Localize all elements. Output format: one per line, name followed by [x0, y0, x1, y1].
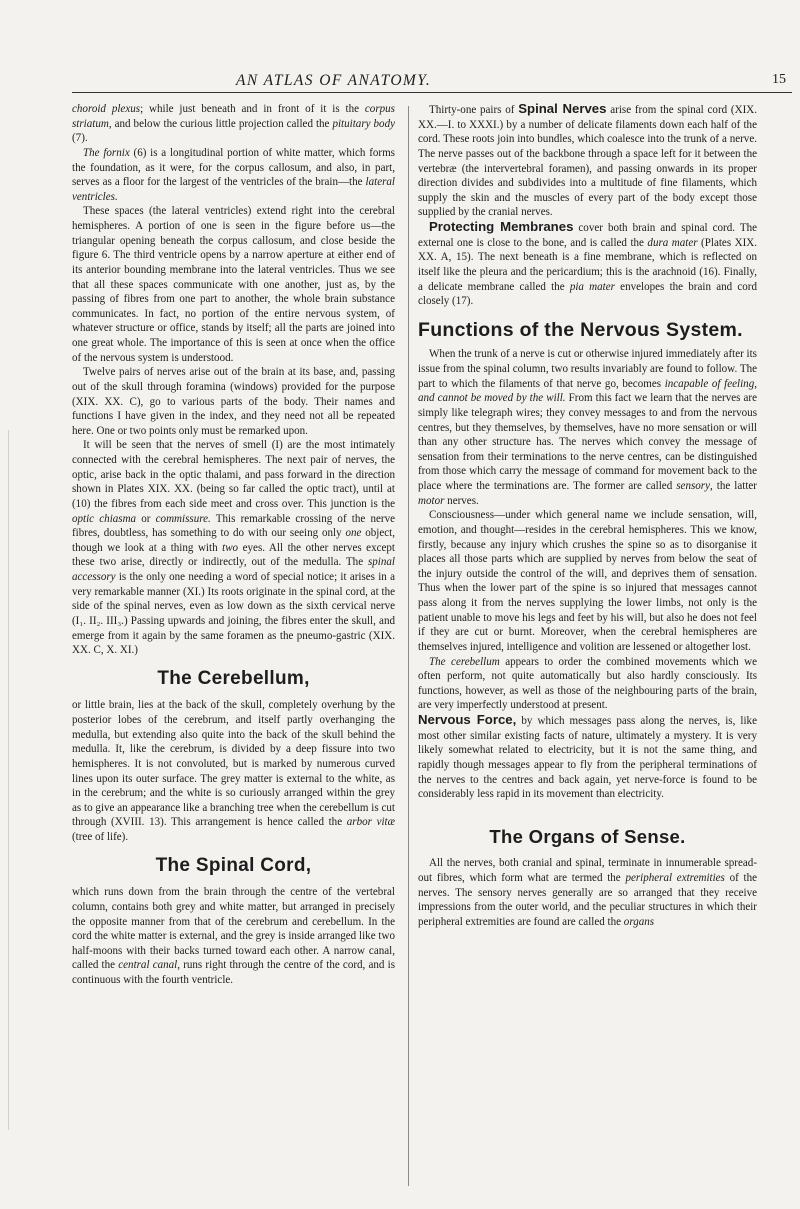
italic-term: one — [345, 527, 362, 540]
section-heading-organs-of-sense: The Organs of Sense. — [489, 825, 686, 847]
text-run: nerves. — [444, 494, 479, 507]
inline-heading-nervous-force: Nervous Force, — [418, 712, 517, 727]
text-run: eyes. All the other nerves except these two arise, directly or indirectly, out of the medulla. The — [72, 541, 395, 569]
section-heading-cerebellum: The Cerebellum, — [157, 667, 310, 689]
italic-term: organs — [623, 915, 655, 928]
text-run: , runs right through the centre of the cord, and is continuous with the fourth ventricle. — [72, 959, 395, 986]
text-run: is the only one needing a word of special notice; it arises in a very remarkable manner (XI.) Its roots originate in the spinal cord, at the side of the spinal nerves, even as low down as the sixth cervical nerve (I₁. II₂. III₃.) Passing upwards and joining, the fibres enter the skull, and emerge from it again by the same foramen as the pneumo-gastric (XIX. XX. C, X. XI.) — [72, 571, 395, 657]
italic-term: commissure. — [155, 512, 211, 525]
paragraph — [418, 347, 757, 508]
text-run: When the trunk of a nerve is cut or otherwise injured immediately after its issue from the spinal column, two results invariably are found to follow. The part to which the filaments of that nerve go, becomes — [418, 348, 757, 390]
paragraph — [418, 856, 757, 929]
text-run: (7). — [72, 132, 88, 145]
paragraph — [72, 102, 395, 146]
italic-term: central canal — [118, 959, 178, 972]
text-run: (tree of life). — [72, 831, 129, 843]
text-run: , and below the curious little projection called the — [108, 117, 333, 130]
italic-term: The fornix — [83, 146, 130, 159]
page-number: 15 — [772, 72, 786, 87]
paragraph — [72, 698, 395, 844]
page-edge-shadow — [0, 430, 9, 1130]
italic-term: peripheral extremities — [625, 872, 725, 884]
left-column — [72, 102, 395, 988]
text-run: (Plates XIX. XX. A, 15). The next beneath is a fine membrane, which is reflected on itself like the pleura and the pericardium; this is the arachnoid (16). Finally, a delicate membrane called the — [418, 236, 757, 293]
text-run: (6) is a longitudinal portion of white matter, which forms the foundation, as it were, for the corpus callosum, and also, in part, serves as a floor for the largest of the ventricles of the brain—the — [72, 146, 395, 189]
paragraph — [418, 655, 757, 714]
text-run: Thirty-one pairs of — [429, 104, 519, 116]
header-rule — [72, 92, 792, 93]
text-run: , the latter — [710, 480, 757, 492]
paragraph — [72, 885, 395, 987]
running-head — [0, 72, 800, 92]
text-run: It will be seen that the nerves of smell (I) are the most intimately connected with the cerebral hemispheres. The next pair of nerves, the optic, arise back in the optic thalami, and pass forward in the direction shown in Plates XIX. XX. (being so far called the optic tract), until at (10) the fibres from each side meet and cross over. This junction is the — [72, 439, 395, 510]
italic-term: motor — [418, 494, 445, 507]
text-run: which runs down from the brain through the centre of the vertebral column, contains both grey and white matter, but arranged in precisely the opposite manner from that of the cerebrum and cerebellum. In the cord the white matter is external, and the grey is inside arranged like two half-moons with their backs turned toward each other. A narrow canal, called the — [72, 886, 395, 972]
paragraph: Twelve pairs of nerves arise out of the brain at its base, and, passing out of the skull through foramina (windows) provided for the purpose (XIX. XX. C), go to various parts of the body. Their names and functions I have given in the index, and they need not all be repeated here. One or two points only must be remarked upon. — [72, 366, 395, 437]
text-run: All the nerves, both cranial and spinal, terminate in innumerable spread-out fibres, which form what are termed the — [418, 857, 757, 884]
italic-term: arbor vitæ — [346, 816, 395, 829]
text-run: object, though we look at a thing with — [72, 527, 396, 554]
italic-term: choroid plexus — [72, 103, 141, 115]
text-run: From this fact we learn that the nerves are simply like telegraph wires; they convey messages to and from the nervous centres, but they themselves, by themselves, have no more sensation or will than any other structure has. The nerves which convey the message of sensation from their terminations to the nerve centres, can be distinguished from those which carry the message of command for movement back to the place where the terminations are. The former are called — [418, 392, 757, 492]
italic-term: incapable of feeling, and cannot be moved by the will. — [418, 377, 757, 405]
section-heading-spinal-cord: The Spinal Cord, — [155, 854, 312, 876]
italic-term: pia mater — [569, 280, 615, 293]
text-run: of the nerves. The sensory nerves generally are so arranged that they receive impressions from the outer world, and the peculiar structures in which their peripheral extremities are found are called the — [418, 872, 758, 928]
italic-term: optic chiasma — [72, 512, 137, 525]
paragraph — [72, 438, 395, 657]
text-run: by which messages pass along the nerves, is, like most other similar existing facts of nature, ultimately a mystery. It is very likely somewhat related to electricity, but it is not the same thing, and rapidly though messages appear to fly from the peripheral terminations of the nerves to the centres and back again, yet nerve-force is found to be considerably less rapid in its movement than electricity. — [418, 715, 757, 801]
text-run: appears to order the combined movements which we often perform, not quite automatically but also hardly consciously. Its functions, however, as well as those of the neighbouring parts of the brain, are very imperfectly understood at present. — [418, 655, 758, 712]
paragraph: Consciousness—under which general name we include sensation, will, emotion, and thought—resides in the cerebral hemispheres. This we know, firstly, because any injury which crushes the spine so as to disorganise it places all those parts which are supplied by nerves from below the seat of the injury outside the control of the will, and deprives them of sensation. Thus when the lower part of the spine is so injured that messages cannot pass along it from the nerves supplying the lower limbs, not only is the patient unable to move his legs and feet by his will, but also he does not feel if they are cut or burnt. Moreover, when the cerebral hemispheres are themselves injured, intelligence and volition are lessened or altogether lost. — [418, 509, 757, 653]
italic-term: corpus striatum — [72, 103, 395, 130]
right-column — [418, 102, 757, 930]
text-run: This remarkable crossing of the nerve fibres, doubtless, has something to do with our seeing only — [72, 512, 396, 540]
paragraph — [418, 713, 757, 802]
italic-term: dura mater — [647, 236, 698, 249]
text-run: arise from the spinal cord (XIX. XX.—I. to XXXI.) by a number of delicate filaments down each half of the cord. These roots join into bundles, which coalesce into the trunk of a nerve. The nerve passes out of the backbone through a space left for it between the vertebræ (the intervertebral foramen), and passing onwards in its proper direction divides and subdivides into a multitude of fine filaments, which supply the skin and the muscles of every part of the body except those supplied by the cranial nerves. — [418, 104, 757, 219]
italic-term: spinal accessory — [72, 556, 395, 583]
italic-term: lateral ventricles. — [72, 176, 395, 203]
italic-term: pituitary body — [332, 117, 395, 130]
text-run: or little brain, lies at the back of the skull, completely overhung by the posterior lobes of the cerebrum, and itself partly overhanging the medulla, but extending also quite into the back of the skull behind the medulla. It, like the cerebrum, is divided by a deep fissure into two hemispheres. It is not convoluted, but is marked by numerous curved lines upon its outer surface. The grey matter is external to the white, as in the cerebrum; and the white is so curiously arranged within the grey as to give an appearance like a branching tree when the cerebellum is cut through (XVIII. 13). This arrangement is hence called the — [72, 699, 395, 829]
text-run: envelopes the brain and cord closely (17). — [418, 280, 757, 308]
paragraph: These spaces (the lateral ventricles) extend right into the cerebral hemispheres. A portion of one is seen in the figure before us—the triangular opening beneath the corpus callosum, and close beside the figure 6. The third ventricle opens by a narrow aperture at either end of its anterior bounding membrane into the lateral ventricles. Thus we see that all these spaces communicate with one another, just as, by the passing of fibres from one part to another, the whole brain substance communicates. In fact, no portion of the entire nervous system, of whatever structure or office, stands by itself; all the parts are joined into one great whole. The importance of this is seen at once when the office of the nervous system is understood. — [72, 205, 395, 364]
section-heading-functions: Functions of the Nervous System. — [418, 318, 743, 341]
text-run: or — [136, 512, 156, 525]
italic-term: sensory — [676, 480, 711, 492]
running-title: AN ATLAS OF ANATOMY. — [236, 72, 432, 89]
text-run: ; while just beneath and in front of it is the — [140, 103, 365, 115]
paragraph — [72, 146, 395, 205]
italic-term: two — [222, 541, 239, 554]
inline-heading-membranes: Protecting Membranes — [429, 219, 574, 234]
column-divider — [408, 106, 409, 1186]
text-run: cover both brain and spinal cord. The external one is close to the bone, and is called the — [418, 222, 757, 249]
italic-term: The cerebellum — [429, 655, 500, 668]
paragraph — [418, 220, 757, 309]
inline-heading-spinal-nerves: Spinal Nerves — [518, 101, 607, 116]
paragraph — [418, 102, 757, 220]
